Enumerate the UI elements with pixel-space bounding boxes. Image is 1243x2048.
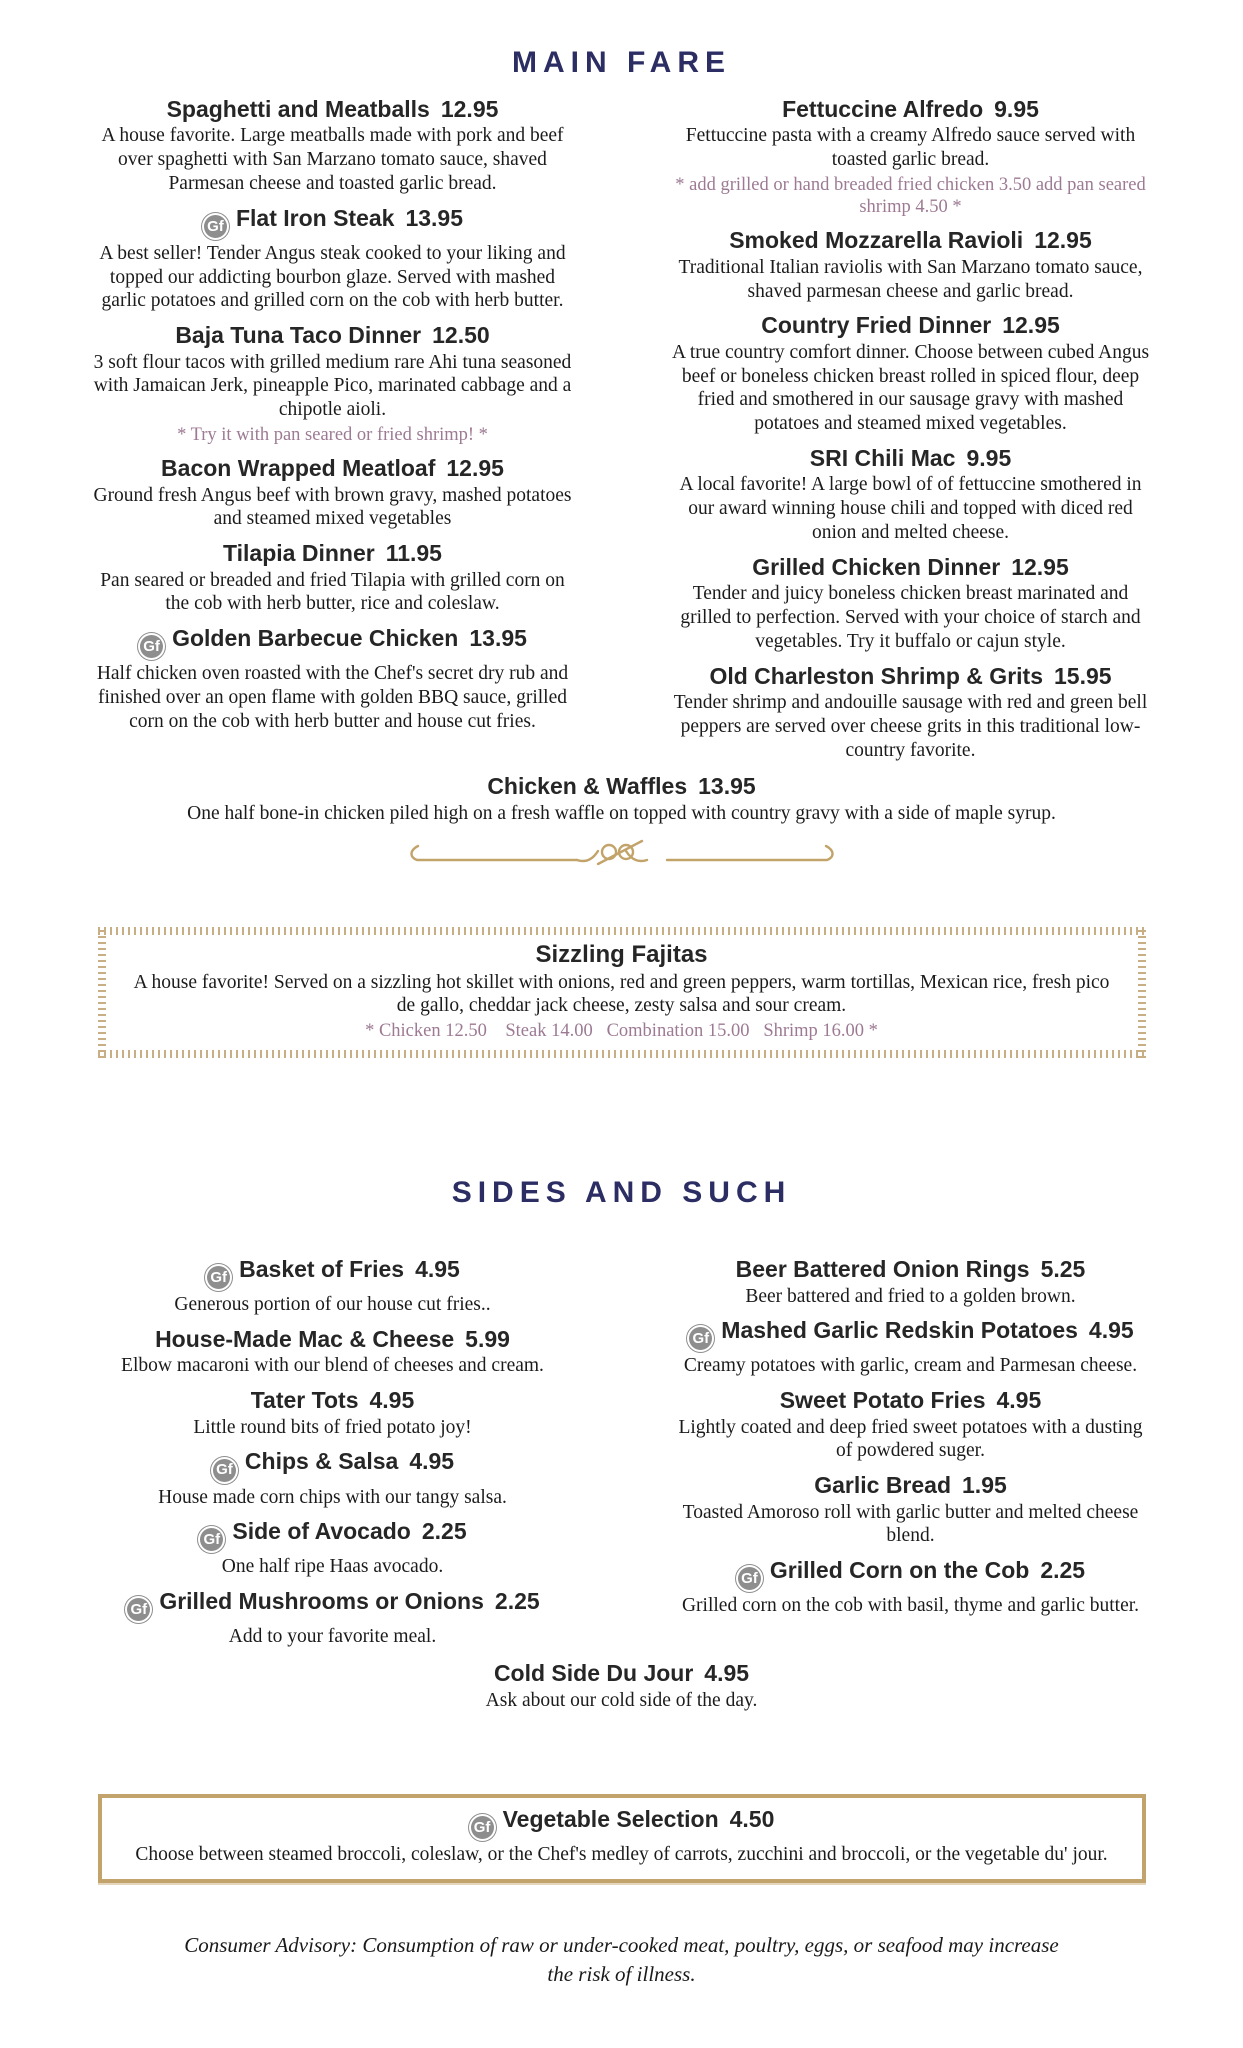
menu-item [670,1557,1152,1618]
menu-item [92,322,574,446]
item-description: Pan seared or breaded and fried Tilapia with grilled corn on the cob with herb butter, rice and coleslaw. [100,569,565,615]
item-name: Basket of Fries [239,1256,405,1283]
item-price: 4.95 [704,1660,750,1687]
gluten-free-icon: Gf [469,1814,496,1841]
item-name: Grilled Corn on the Cob [769,1557,1030,1584]
item-name: Tater Tots [250,1387,359,1414]
item-title [92,1588,574,1623]
item-name: House-Made Mac & Cheese [155,1325,455,1352]
item-price: 12.95 [440,96,499,122]
item-price: 12.95 [1034,227,1092,254]
item-name: Fettuccine Alfredo [782,96,984,122]
sides-heading: SIDES AND SUCH [451,1176,792,1210]
menu-item [670,554,1152,654]
item-price: 13.95 [405,204,464,231]
item-name: Spaghetti and Meatballs [166,96,430,122]
item-name: Mashed Garlic Redskin Potatoes [721,1317,1078,1344]
menu-item [670,1256,1152,1308]
menu-item [670,1387,1152,1463]
menu-item [670,1472,1152,1548]
item-title [128,1806,1116,1841]
item-title [670,1557,1152,1592]
gluten-free-icon: Gf [138,633,165,660]
item-description: A local favorite! A large bowl of of fettuccine smothered in our award winning house chili and topped with diced red onion and melted cheese. [679,474,1142,543]
item-price: 4.95 [415,1256,460,1283]
item-title [92,1387,574,1413]
main-fare-columns [92,96,1152,771]
item-description: Elbow macaroni with our blend of cheeses and cream. [121,1355,544,1377]
item-price: 12.95 [446,455,504,482]
item-note: * Try it with pan seared or fried shrimp! * [177,425,488,446]
item-name: Chicken & Waffles [487,773,688,800]
menu-item-cold-side [92,1660,1152,1712]
fajitas-options: * Chicken 12.50 Steak 14.00 Combination 15.00 Shrimp 16.00 * [365,1021,878,1042]
gluten-free-icon: Gf [687,1325,714,1352]
item-name: Vegetable Selection [502,1806,719,1833]
item-name: Tilapia Dinner [223,540,375,567]
gluten-free-icon: Gf [202,213,229,240]
gluten-free-icon: Gf [736,1565,763,1592]
item-title [92,773,1152,799]
menu-item [92,625,574,733]
sizzling-fajitas-box [98,927,1146,1059]
item-name: Side of Avocado [232,1518,411,1545]
item-price: 13.95 [469,625,527,652]
menu-item [92,455,574,531]
item-title [670,554,1152,580]
item-price: 4.95 [409,1448,455,1475]
item-name: Bacon Wrapped Meatloaf [161,455,436,482]
item-price: 1.95 [962,1472,1007,1499]
vegetable-selection-box [98,1794,1146,1883]
fajitas-title: Sizzling Fajitas [535,940,708,968]
item-description: A true country comfort dinner. Choose between cubed Angus beef or boneless chicken breast rolled in spiced flour, deep fried and smothered in our sausage gravy with mashed potatoes and steamed mixed vegetables. [671,341,1150,435]
item-description: Grilled corn on the cob with basil, thyme and garlic butter. [681,1595,1140,1617]
fajitas-description: A house favorite! Served on a sizzling hot skillet with onions, red and green peppers, warm tortillas, Mexican rice, fresh pico de gallo, cheddar jack cheese, zesty salsa and sour cream. [133,971,1110,1017]
item-name: Old Charleston Shrimp & Grits [709,662,1043,689]
menu-item [670,96,1152,218]
menu-item [92,1518,574,1579]
item-name: Baja Tuna Taco Dinner [175,322,422,349]
item-title [670,1256,1152,1282]
item-description: Toasted Amoroso roll with garlic butter and melted cheese blend. [682,1501,1139,1547]
menu-item [92,1326,574,1378]
item-price: 4.95 [996,1387,1042,1414]
item-description: One half ripe Haas avocado. [221,1556,444,1578]
item-name: Garlic Bread [814,1472,952,1499]
item-title [92,1326,574,1352]
menu-item [92,540,574,616]
item-price: 4.50 [729,1806,775,1833]
item-title [92,1660,1152,1686]
item-description: Creamy potatoes with garlic, cream and Parmesan cheese. [683,1355,1138,1377]
item-description: Beer battered and fried to a golden brown. [745,1285,1076,1307]
item-note: * add grilled or hand breaded fried chicken 3.50 add pan seared shrimp 4.50 * [675,175,1146,218]
item-description: House made corn chips with our tangy salsa. [158,1486,507,1508]
item-title [670,1317,1152,1352]
menu-item [670,227,1152,303]
sides-left-column [92,1256,574,1658]
consumer-advisory: Consumer Advisory: Consumption of raw or under-cooked meat, poultry, eggs, or seafood may increase the risk of illness. [184,1933,1059,1986]
item-description: A house favorite. Large meatballs made with pork and beef over spaghetti with San Marzano tomato sauce, shaved Parmesan cheese and toasted garlic bread. [101,125,564,194]
item-price: 15.95 [1053,662,1112,689]
item-title [670,227,1152,253]
item-title [670,663,1152,689]
item-title [92,540,574,566]
item-description: Generous portion of our house cut fries.. [174,1294,491,1316]
item-title [92,322,574,348]
sides-columns [92,1256,1152,1658]
gluten-free-icon: Gf [211,1457,238,1484]
main-fare-heading: MAIN FARE [512,46,731,79]
item-description: Add to your favorite meal. [228,1626,437,1648]
item-price: 2.25 [494,1588,540,1615]
menu-item [670,663,1152,763]
item-title [92,1518,574,1553]
item-title [670,96,1152,122]
item-name: Beer Battered Onion Rings [735,1256,1030,1283]
menu-item [92,96,574,196]
tick-border-left [98,927,106,1059]
gluten-free-icon: Gf [205,1264,232,1291]
item-title [92,625,574,660]
item-title [92,96,574,122]
item-description: Traditional Italian raviolis with San Marzano tomato sauce, shaved parmesan cheese and garlic bread. [678,256,1143,302]
item-title [92,205,574,240]
gluten-free-icon: Gf [125,1596,152,1623]
item-name: Country Fried Dinner [761,312,992,339]
menu-item [92,1448,574,1509]
item-name: Smoked Mozzarella Ravioli [729,227,1024,254]
item-name: Grilled Mushrooms or Onions [159,1588,484,1615]
menu-item-chicken-waffles [92,773,1152,825]
item-price: 4.95 [1088,1317,1134,1344]
item-description: Little round bits of fried potato joy! [193,1416,472,1438]
item-description: Ask about our cold side of the day. [485,1689,758,1711]
item-price: 12.95 [1002,312,1060,339]
menu-item [92,205,574,313]
item-price: 12.50 [432,322,490,349]
item-description: Half chicken oven roasted with the Chef's secret dry rub and finished over an open flame with golden BBQ sauce, grilled corn on the cob with herb butter and house cut fries. [96,663,569,732]
item-name: SRI Chili Mac [809,444,956,471]
item-description: 3 soft flour tacos with grilled medium rare Ahi tuna seasoned with Jamaican Jerk, pineapple Pico, marinated cabbage and a chipotle aioli. [93,351,572,421]
item-name: Cold Side Du Jour [493,1660,694,1687]
item-description: A best seller! Tender Angus steak cooked to your liking and topped our addicting bourbon glaze. Served with mashed garlic potatoes and grilled corn on the cob with herb butter. [99,242,566,312]
item-price: 5.25 [1040,1256,1086,1283]
item-title [92,1256,574,1291]
menu-item [670,1317,1152,1378]
item-price: 13.95 [698,773,756,800]
main-fare-left-column [92,96,574,771]
tick-border-right [1138,927,1146,1059]
item-title [670,1387,1152,1413]
item-price: 2.25 [1040,1557,1086,1584]
tick-border-top [98,927,1146,935]
item-title [670,312,1152,338]
item-price: 11.95 [385,540,442,567]
item-name: Grilled Chicken Dinner [752,553,1001,580]
item-description: Tender shrimp and andouille sausage with red and green bell peppers are served over cheese grits in this traditional low-country favorite. [673,691,1148,761]
item-title [92,1448,574,1483]
menu-item [92,1387,574,1439]
item-description: Ground fresh Angus beef with brown gravy, mashed potatoes and steamed mixed vegetables [93,484,572,530]
divider-ornament [402,835,842,871]
item-price: 12.95 [1011,553,1069,580]
main-fare-right-column [670,96,1152,771]
menu-item [670,445,1152,545]
tick-border-bottom [98,1050,1146,1058]
item-title [670,445,1152,471]
menu-item [92,1588,574,1649]
item-price: 2.25 [421,1518,467,1545]
item-description: Lightly coated and deep fried sweet potatoes with a dusting of powdered suger. [678,1416,1143,1462]
item-description: Tender and juicy boneless chicken breast marinated and grilled to perfection. Served with your choice of starch and vegetables. Try it buffalo or cajun style. [680,583,1141,652]
item-description: One half bone-in chicken piled high on a fresh waffle on topped with country gravy with a side of maple syrup. [187,802,1056,824]
item-price: 5.99 [465,1325,510,1352]
menu-page [92,0,1152,1988]
item-title [670,1472,1152,1498]
item-name: Golden Barbecue Chicken [172,625,459,652]
item-name: Sweet Potato Fries [779,1387,986,1414]
menu-item [670,312,1152,436]
gluten-free-icon: Gf [198,1526,225,1553]
item-price: 9.95 [994,96,1039,122]
item-name: Chips & Salsa [244,1448,399,1475]
item-price: 4.95 [369,1387,415,1414]
item-price: 9.95 [966,444,1012,471]
item-description: Choose between steamed broccoli, coleslaw, or the Chef's medley of carrots, zucchini and broccoli, or the vegetable du' jour. [135,1844,1108,1866]
sides-right-column [670,1256,1152,1658]
item-description: Fettuccine pasta with a creamy Alfredo sauce served with toasted garlic bread. [685,125,1136,171]
item-title [92,455,574,481]
menu-item [92,1256,574,1317]
item-name: Flat Iron Steak [235,204,395,231]
